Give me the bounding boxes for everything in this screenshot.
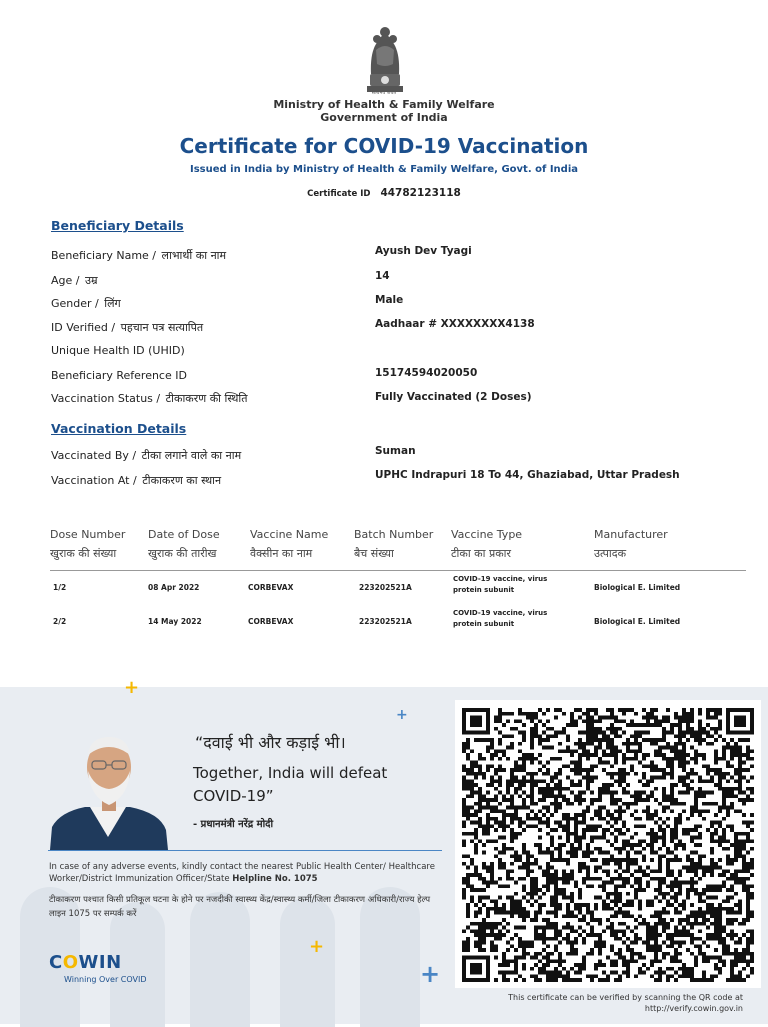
beneficiary-name-value: Ayush Dev Tyagi <box>375 245 472 257</box>
cowin-tagline: Winning Over COVID <box>64 975 147 984</box>
vaccinated-by-value: Suman <box>375 445 416 457</box>
ministry-name: Ministry of Health & Family Welfare <box>273 98 495 111</box>
qr-modules <box>462 708 754 982</box>
row1-date: 08 Apr 2022 <box>148 583 200 592</box>
certificate-id-label: Certificate ID <box>307 189 371 199</box>
row2-dose: 2/2 <box>53 617 67 626</box>
certificate-title: Certificate for COVID-19 Vaccination <box>179 134 589 158</box>
age-label: Age / उम्र <box>51 274 98 287</box>
age-value: 14 <box>375 270 390 282</box>
prime-minister-photo <box>50 727 168 850</box>
vaccination-at-value: UPHC Indrapuri 18 To 44, Ghaziabad, Uttar Pradesh <box>375 469 680 481</box>
plus-decor-icon: + <box>124 677 140 698</box>
helpline-number: Helpline No. 1075 <box>232 874 318 884</box>
row1-dose: 1/2 <box>53 583 67 592</box>
uhid-label: Unique Health ID (UHID) <box>51 344 185 357</box>
id-verified-label: ID Verified / पहचान पत्र सत्यापित <box>51 321 204 334</box>
cowin-logo: COWIN <box>49 952 122 973</box>
table-header-date-of-dose: Date of Dose खुराक की तारीख <box>148 528 220 560</box>
beneficiary-name-label: Beneficiary Name / लाभार्थी का नाम <box>51 249 227 262</box>
table-header-vaccine-type: Vaccine Type टीका का प्रकार <box>451 528 523 560</box>
row2-date: 14 May 2022 <box>148 617 202 626</box>
verify-url[interactable]: http://verify.cowin.gov.in <box>644 1004 743 1013</box>
row2-batch: 223202521A <box>359 617 412 626</box>
plus-decor-icon: + <box>396 707 408 723</box>
national-emblem-icon <box>362 24 408 94</box>
row2-type: COVID-19 vaccine, virus protein subunit <box>453 609 548 628</box>
issued-by: Issued in India by Ministry of Health & Family Welfare, Govt. of India <box>190 164 578 175</box>
beneficiary-details-heading: Beneficiary Details <box>51 218 184 233</box>
table-header-manufacturer: Manufacturer उत्पादक <box>594 528 668 560</box>
verify-note: This certificate can be verified by scanning the QR code at http://verify.cowin.gov.in <box>455 992 743 1014</box>
table-header-dose-number: Dose Number खुराक की संख्या <box>50 528 126 560</box>
helpline-hindi: टीकाकरण पश्चात किसी प्रतिकूल घटना के होने पर नजदीकी स्वास्थ्य केंद्र/स्वास्थ्य कर्मी/जिला टीकाकरण अधिकारी/राज्य हेल्प लाइन 1075 पर सम्पर्क करें <box>49 895 431 919</box>
banner-divider <box>48 850 442 851</box>
certificate-id <box>0 187 768 199</box>
table-header-vaccine-name: Vaccine Name वैक्सीन का नाम <box>250 528 329 560</box>
plus-decor-icon: + <box>309 936 325 957</box>
row1-vaccine: CORBEVAX <box>248 583 294 592</box>
table-header-batch-number: Batch Number बैच संख्या <box>354 528 434 560</box>
plus-decor-icon: + <box>420 960 441 988</box>
vaccination-status-value: Fully Vaccinated (2 Doses) <box>375 391 532 403</box>
gender-label: Gender / लिंग <box>51 297 121 310</box>
gender-value: Male <box>375 294 404 306</box>
quote-hindi: “दवाई भी और कड़ाई भी। <box>195 733 346 752</box>
qr-finder-pattern <box>462 956 490 982</box>
qr-finder-pattern <box>726 708 754 734</box>
qr-code[interactable] <box>462 708 754 982</box>
beneficiary-reference-id-label: Beneficiary Reference ID <box>51 369 187 382</box>
table-header-divider <box>50 570 746 571</box>
row2-manufacturer: Biological E. Limited <box>594 617 681 626</box>
id-verified-value: Aadhaar # XXXXXXXX4138 <box>375 318 535 330</box>
helpline-english: In case of any adverse events, kindly contact the nearest Public Health Center/ Healthcare Worker/District Immunization Officer/State Helpline No. 1075 <box>49 862 435 884</box>
qr-finder-pattern <box>462 708 490 734</box>
quote-attribution: - प्रधानमंत्री नरेंद्र मोदी <box>193 819 274 830</box>
row1-type: COVID-19 vaccine, virus protein subunit <box>453 575 548 594</box>
government-name: Government of India <box>320 111 448 124</box>
vaccination-details-heading: Vaccination Details <box>51 421 187 436</box>
beneficiary-reference-id-value: 15174594020050 <box>375 367 478 379</box>
vaccinated-by-label: Vaccinated By / टीका लगाने वाले का नाम <box>51 449 242 462</box>
row1-manufacturer: Biological E. Limited <box>594 583 681 592</box>
vaccination-at-label: Vaccination At / टीकाकरण का स्थान <box>51 474 222 487</box>
certificate-id-value: 44782123118 <box>380 187 461 199</box>
emblem-motto: सत्यमेव जयते <box>371 90 397 96</box>
vaccination-status-label: Vaccination Status / टीकाकरण की स्थिति <box>51 392 248 405</box>
row1-batch: 223202521A <box>359 583 412 592</box>
quote-english: Together, India will defeat COVID-19” <box>193 764 388 805</box>
row2-vaccine: CORBEVAX <box>248 617 294 626</box>
